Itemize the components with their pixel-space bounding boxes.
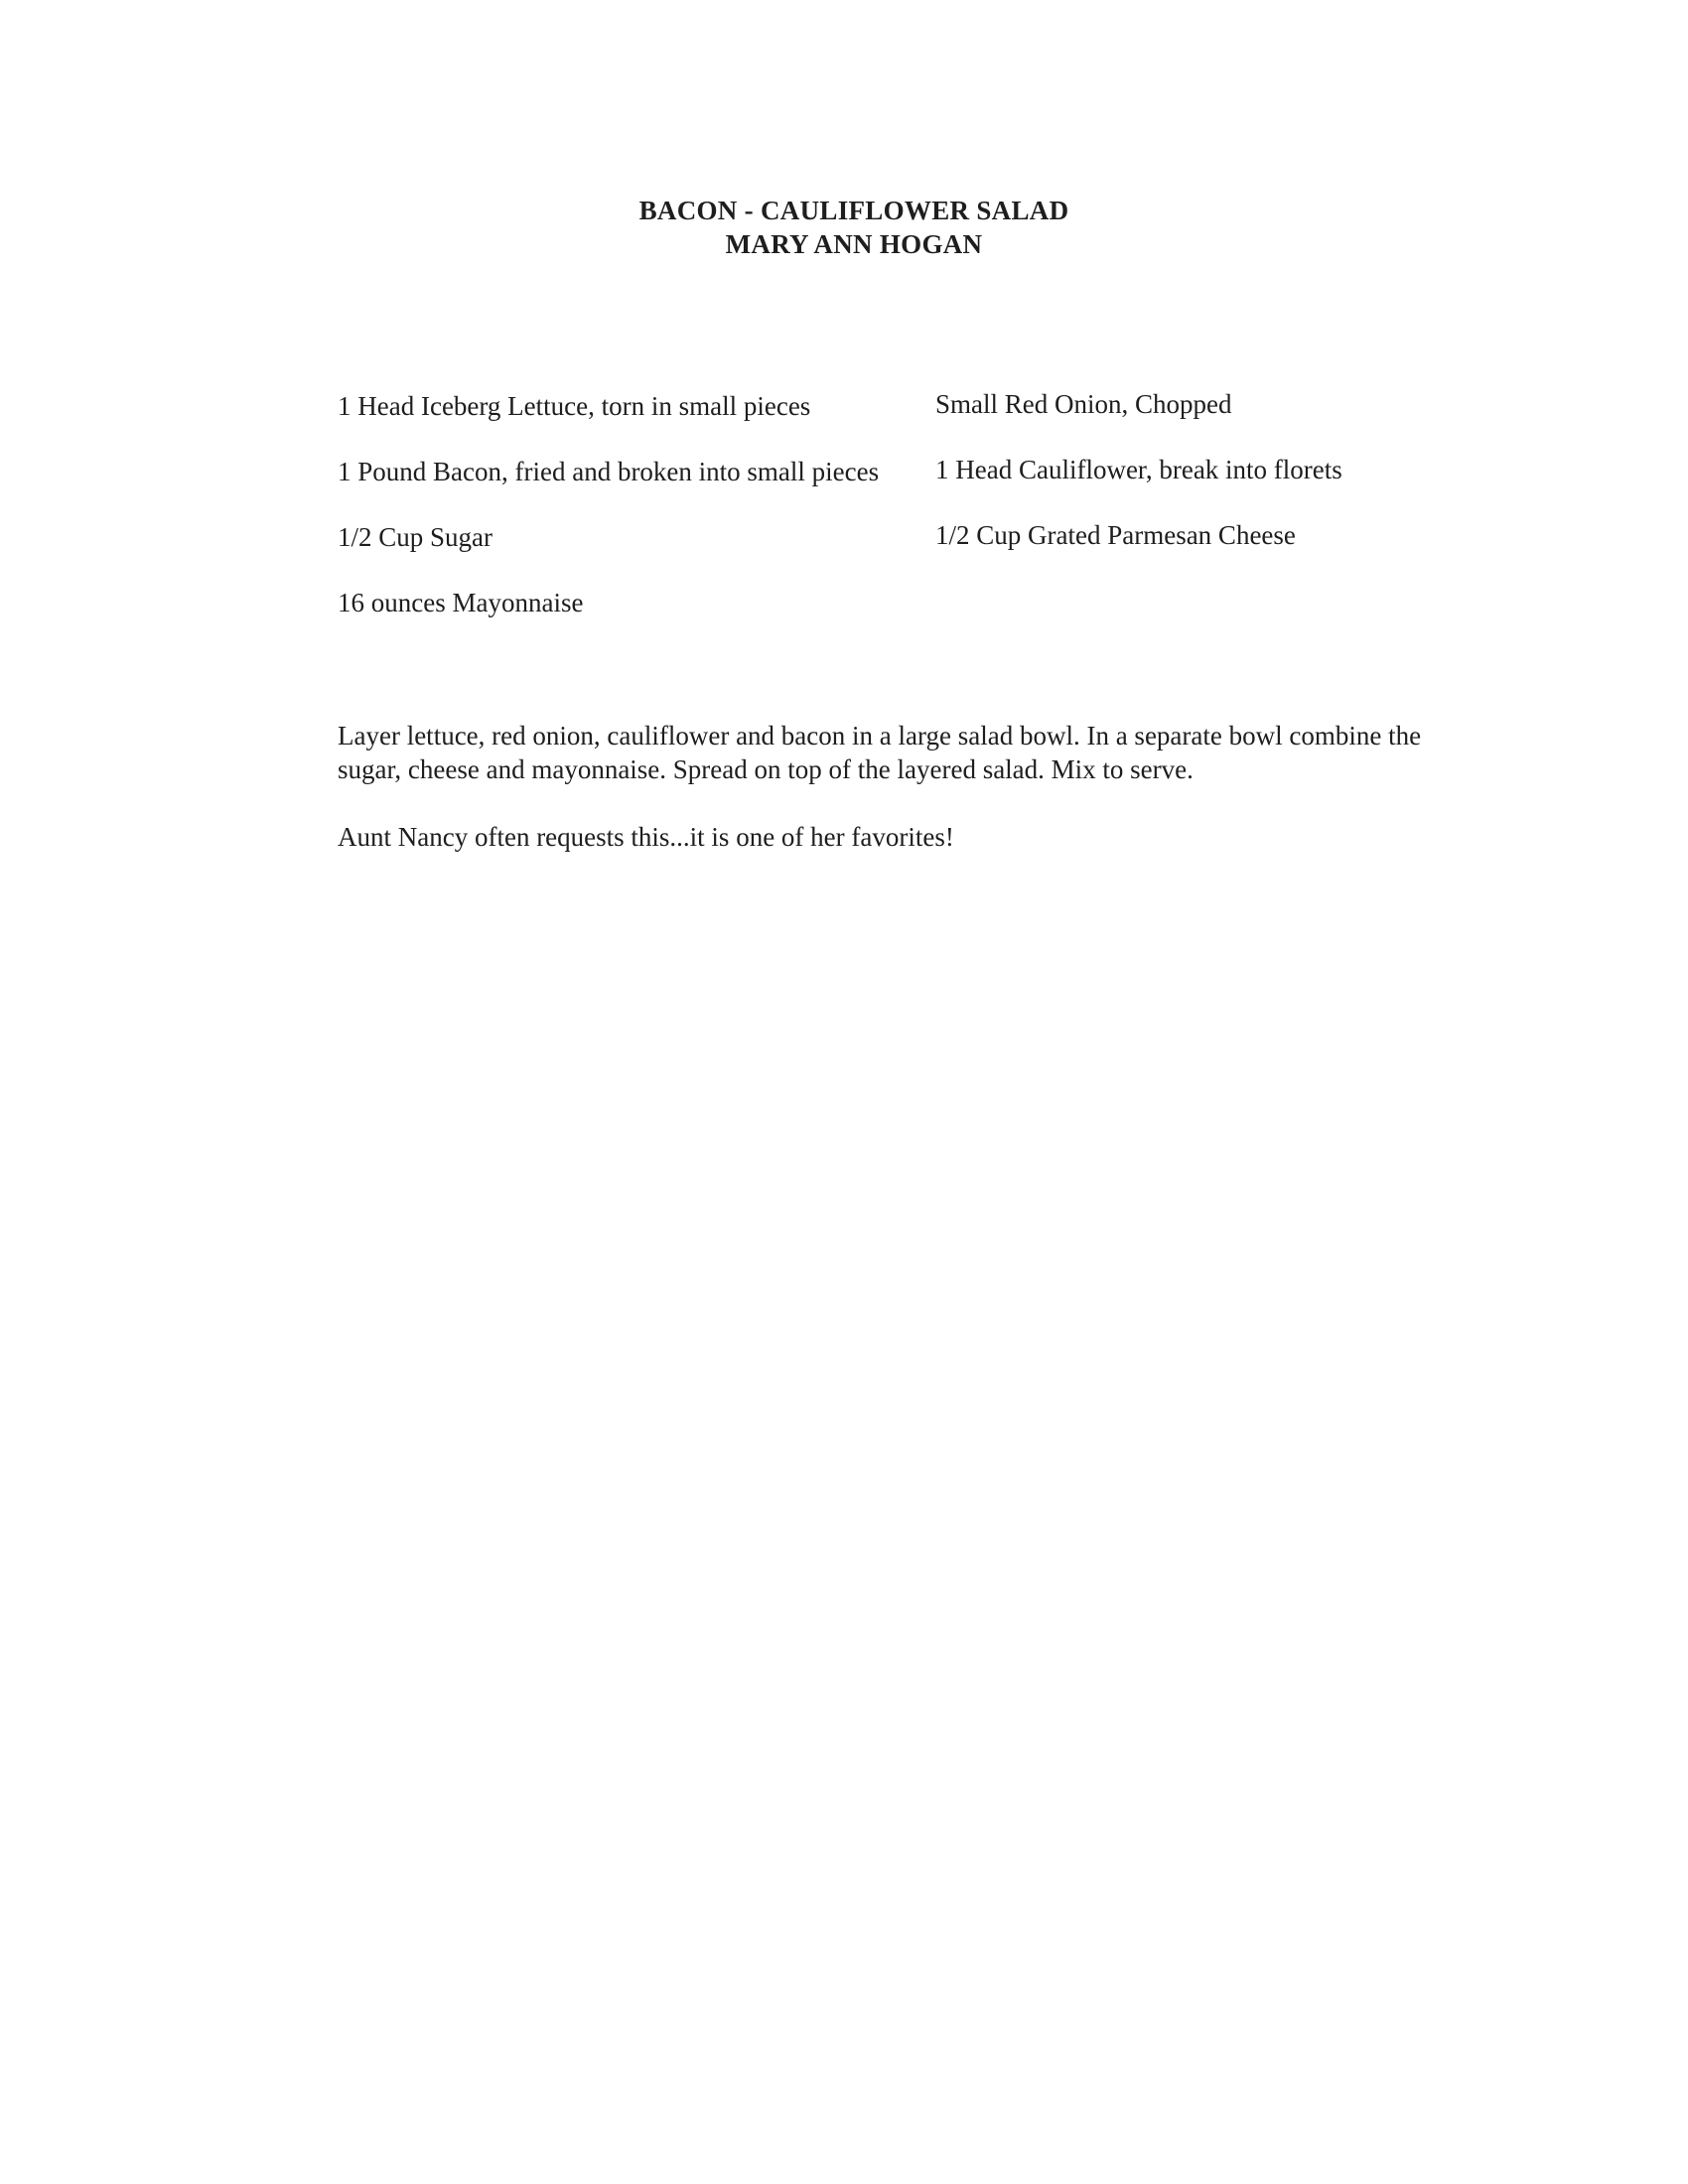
ingredient-item: Small Red Onion, Chopped <box>935 389 1232 419</box>
ingredient-row <box>338 588 1430 653</box>
ingredient-row <box>338 522 1430 588</box>
ingredient-item: 1 Head Iceberg Lettuce, torn in small pieces <box>338 391 811 421</box>
note-paragraph: Aunt Nancy often requests this...it is one of her favorites! <box>338 822 954 852</box>
ingredient-row <box>338 391 1430 457</box>
ingredient-item: 16 ounces Mayonnaise <box>338 588 584 617</box>
instructions-paragraph: Layer lettuce, red onion, cauliflower and bacon in a large salad bowl. In a separate bowl combine the sugar, cheese and mayonnaise. Spread on top of the layered salad. Mix to serve. <box>338 721 1422 784</box>
ingredient-item: 1/2 Cup Grated Parmesan Cheese <box>935 520 1296 550</box>
recipe-author: MARY ANN HOGAN <box>725 229 983 259</box>
ingredient-item: 1 Pound Bacon, fried and broken into small pieces <box>338 457 880 486</box>
ingredient-row <box>338 457 1430 522</box>
ingredient-list <box>338 391 1430 653</box>
recipe-title: BACON - CAULIFLOWER SALAD <box>638 196 1069 225</box>
title-block <box>0 194 1688 261</box>
ingredient-item: 1/2 Cup Sugar <box>338 522 493 552</box>
ingredient-item: 1 Head Cauliflower, break into florets <box>935 455 1342 484</box>
